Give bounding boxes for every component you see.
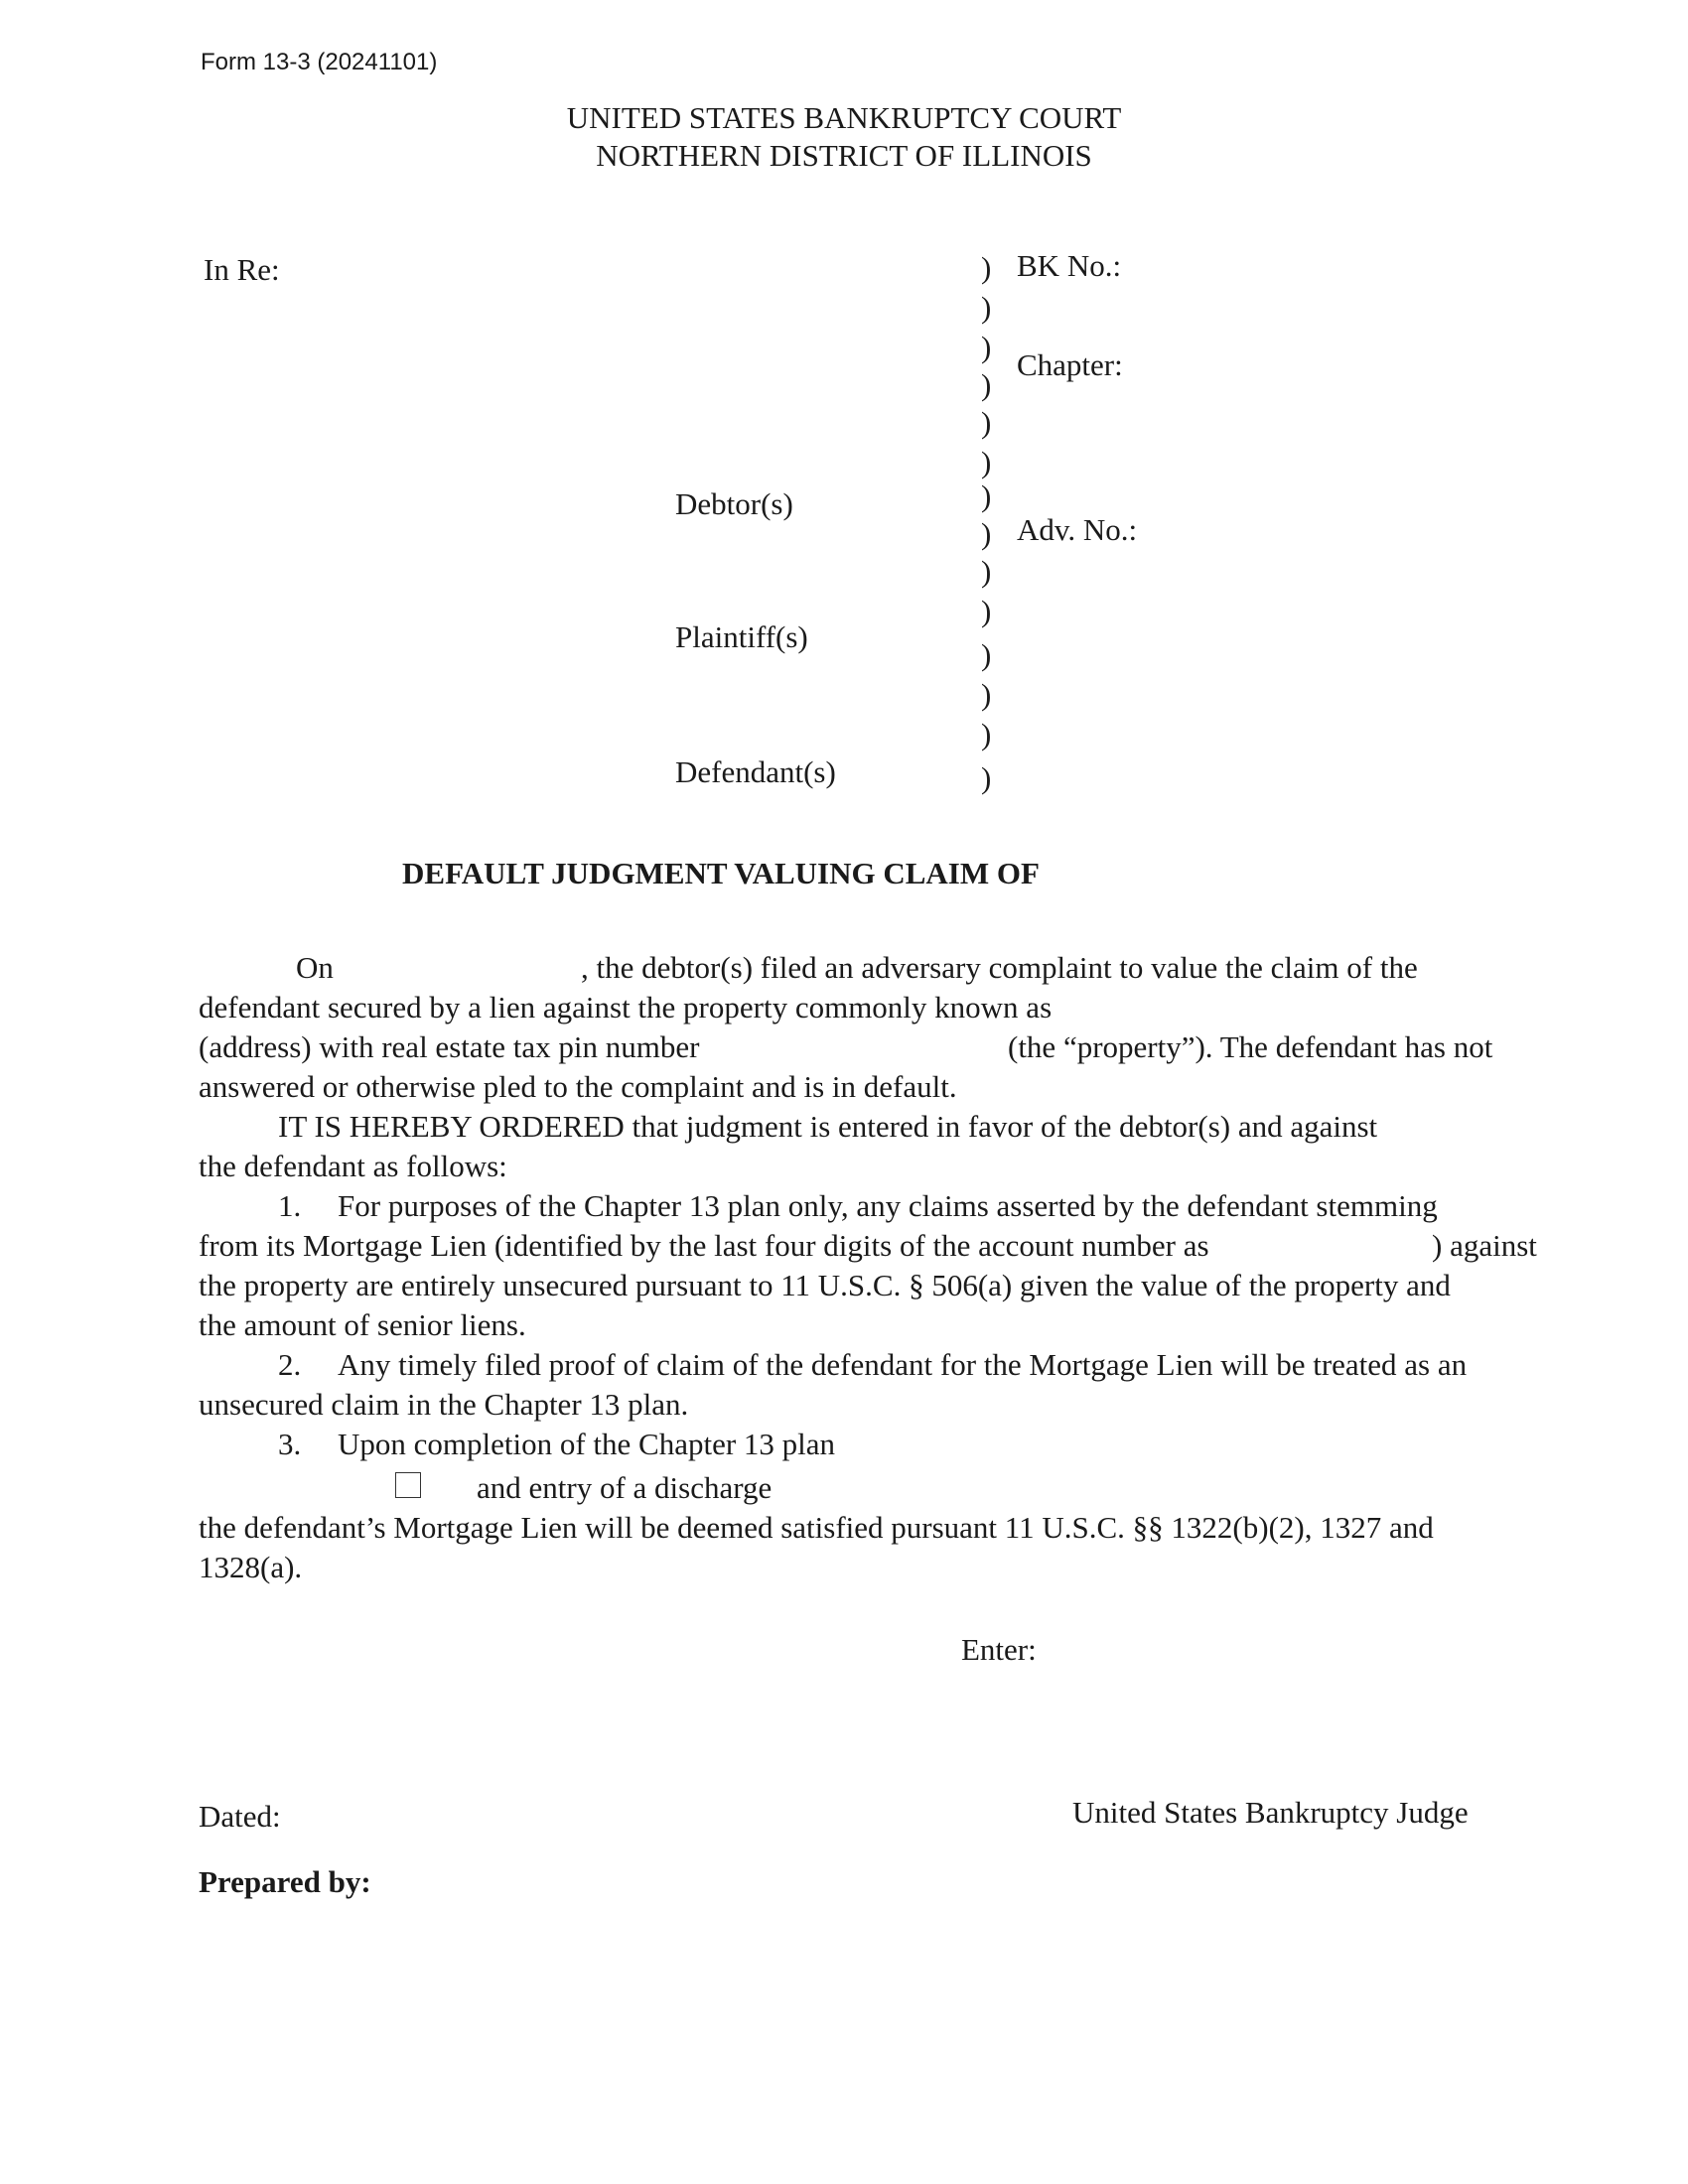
body-text: the amount of senior liens.	[199, 1307, 526, 1342]
caption-paren: )	[981, 330, 992, 364]
caption-paren: )	[981, 405, 992, 440]
caption-paren: )	[981, 516, 992, 551]
body-text: from its Mortgage Lien (identified by the last four digits of the account number as	[199, 1228, 1209, 1263]
body-text: defendant secured by a lien against the property commonly known as	[199, 990, 1053, 1024]
enter-label: Enter:	[961, 1632, 1037, 1667]
debtor-label: Debtor(s)	[675, 486, 793, 521]
list-item-1	[199, 1186, 1569, 1226]
discharge-checkbox[interactable]	[395, 1472, 421, 1498]
item-number: 2.	[278, 1347, 302, 1382]
discharge-checkbox-label: and entry of a discharge	[477, 1470, 773, 1505]
body-line	[199, 1107, 1569, 1147]
body-text: IT IS HEREBY ORDERED that judgment is entered in favor of the debtor(s) and against	[278, 1109, 1378, 1144]
body-line	[199, 1067, 1569, 1107]
item-number: 3.	[278, 1427, 302, 1461]
in-re-label: In Re:	[204, 252, 280, 287]
district-name: NORTHERN DISTRICT OF ILLINOIS	[596, 138, 1092, 173]
body-line	[199, 1147, 1569, 1186]
caption-paren: )	[981, 760, 992, 795]
chapter-label: Chapter:	[1017, 347, 1123, 382]
document-title: DEFAULT JUDGMENT VALUING CLAIM OF	[402, 856, 1040, 890]
caption-paren: )	[981, 250, 992, 285]
body-text: the defendant as follows:	[199, 1149, 507, 1183]
body-text: the property are entirely unsecured pursuant to 11 U.S.C. § 506(a) given the value of the property and	[199, 1268, 1451, 1302]
body-line	[199, 1266, 1569, 1305]
body-line	[199, 1027, 1569, 1067]
judge-signature-label: United States Bankruptcy Judge	[1072, 1795, 1469, 1830]
form-id: Form 13-3 (20241101)	[201, 49, 438, 75]
body-line	[199, 948, 1569, 988]
list-item-3	[199, 1425, 1569, 1464]
caption-paren: )	[981, 554, 992, 589]
body-text: Upon completion of the Chapter 13 plan	[338, 1427, 836, 1461]
caption-paren: )	[981, 717, 992, 751]
body-text: For purposes of the Chapter 13 plan only, any claims asserted by the defendant stemming	[338, 1188, 1438, 1223]
caption-paren: )	[981, 478, 992, 513]
bk-no-label: BK No.:	[1017, 248, 1122, 283]
caption-paren: )	[981, 637, 992, 672]
body-text: Any timely filed proof of claim of the defendant for the Mortgage Lien will be treated as an	[338, 1347, 1468, 1382]
list-item-2	[199, 1345, 1569, 1385]
defendant-label: Defendant(s)	[675, 754, 836, 789]
caption-paren: )	[981, 594, 992, 628]
body-text: ) against	[1432, 1228, 1537, 1263]
dated-label: Dated:	[199, 1799, 281, 1834]
body-text: answered or otherwise pled to the complaint and is in default.	[199, 1069, 957, 1104]
plaintiff-label: Plaintiff(s)	[675, 619, 808, 654]
body-line	[199, 1305, 1569, 1345]
body-text: the defendant’s Mortgage Lien will be deemed satisfied pursuant 11 U.S.C. §§ 1322(b)(2), 1327 and	[199, 1510, 1434, 1545]
body-text: unsecured claim in the Chapter 13 plan.	[199, 1387, 689, 1422]
body-line	[199, 1508, 1569, 1548]
body-line	[199, 1226, 1569, 1266]
caption-paren: )	[981, 290, 992, 325]
caption-paren: )	[981, 445, 992, 479]
item-number: 1.	[278, 1188, 302, 1223]
adv-no-label: Adv. No.:	[1017, 512, 1138, 547]
body-line	[199, 1385, 1569, 1425]
prepared-by-label: Prepared by:	[199, 1864, 371, 1899]
body-text: 1328(a).	[199, 1550, 303, 1584]
body-line	[199, 1548, 1569, 1587]
body-line	[199, 988, 1569, 1027]
body-text: (the “property”). The defendant has not	[1008, 1029, 1493, 1064]
body-text: On	[296, 950, 334, 985]
caption-paren: )	[981, 677, 992, 712]
body-text: , the debtor(s) filed an adversary complaint to value the claim of the	[581, 950, 1418, 985]
body-text: (address) with real estate tax pin number	[199, 1029, 700, 1064]
caption-paren: )	[981, 367, 992, 402]
court-name: UNITED STATES BANKRUPTCY COURT	[566, 100, 1122, 135]
